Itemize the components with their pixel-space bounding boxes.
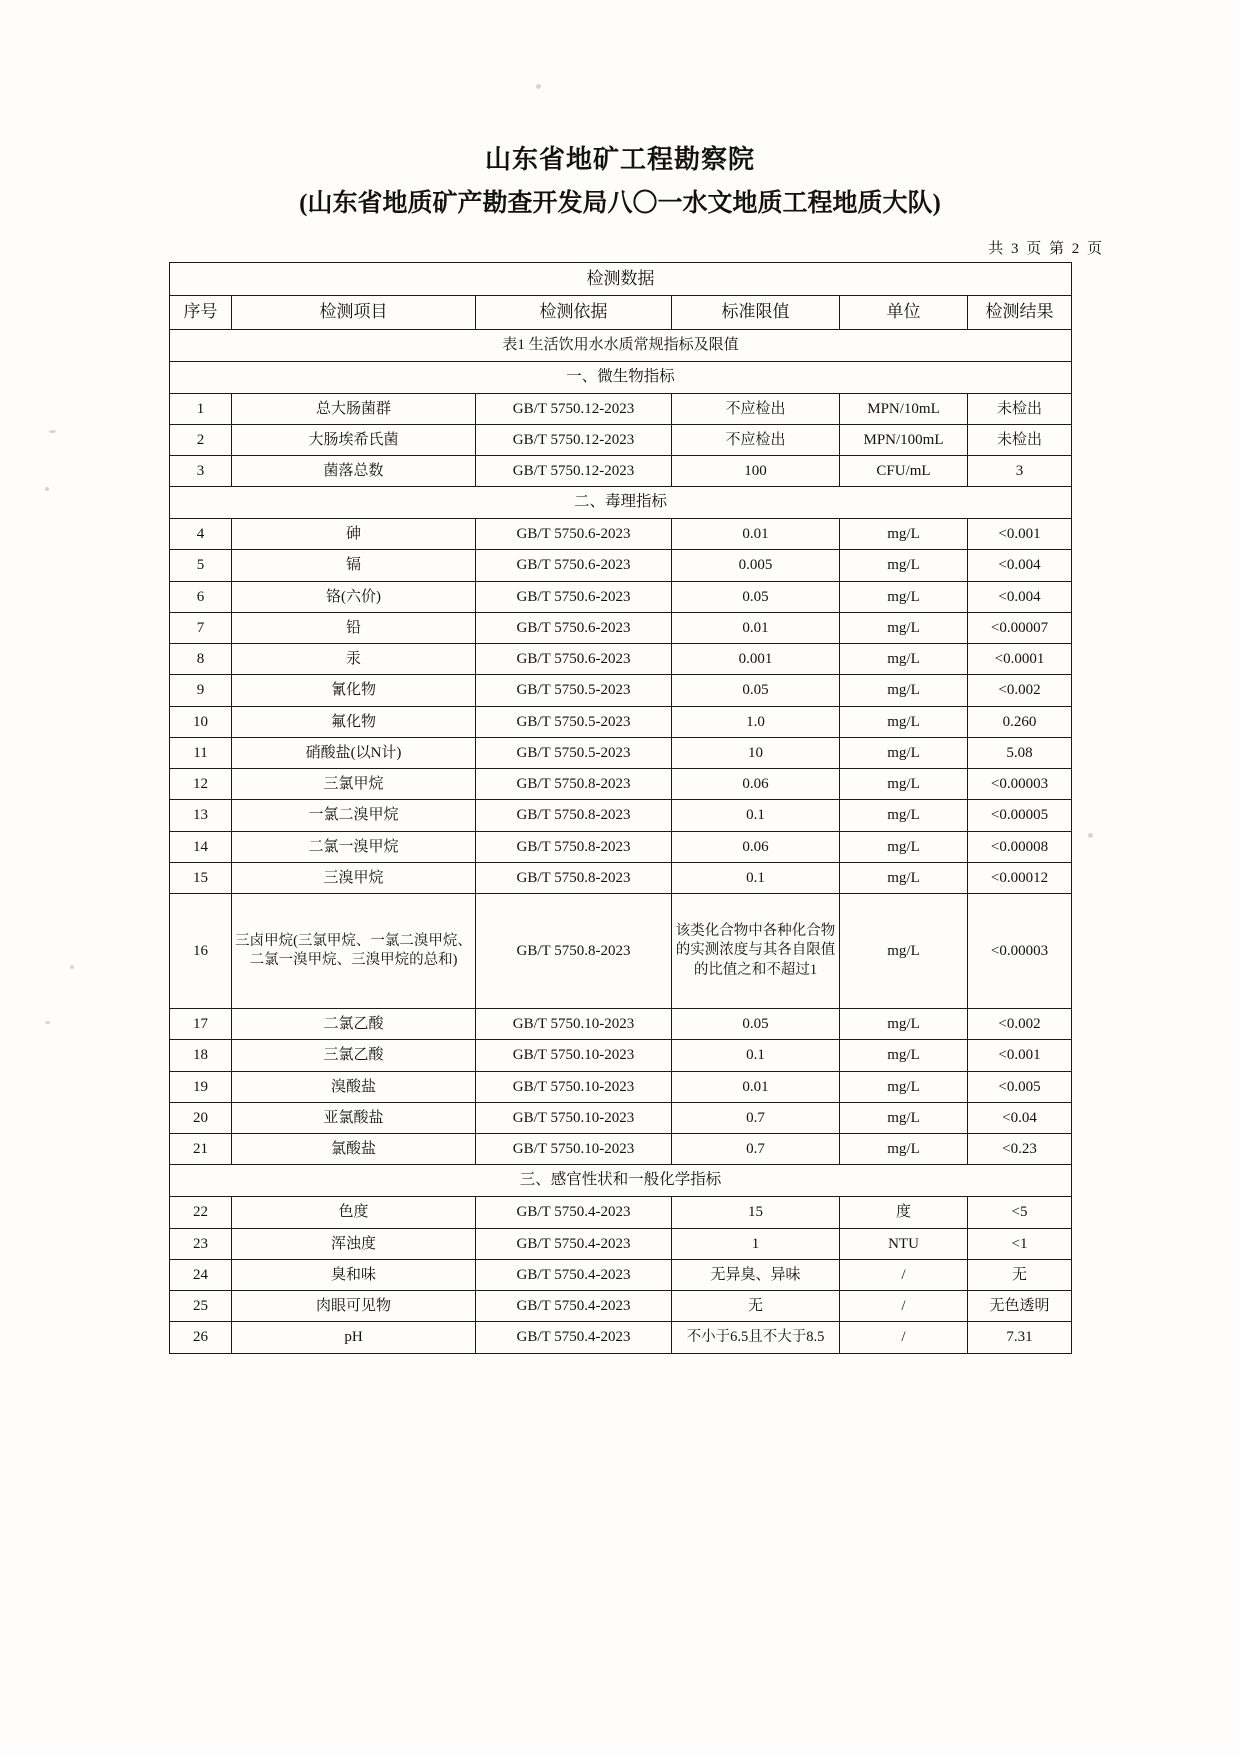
cell-limit: 0.05	[672, 675, 840, 706]
subsection-row-sensory	[170, 1165, 1072, 1197]
cell-standard: GB/T 5750.8-2023	[476, 894, 672, 1009]
column-header-item: 检测项目	[232, 296, 476, 330]
cell-result: 无	[968, 1259, 1072, 1290]
table-row	[170, 1322, 1072, 1353]
cell-limit: 该类化合物中各种化合物的实测浓度与其各自限值的比值之和不超过1	[672, 894, 840, 1009]
column-header-limit: 标准限值	[672, 296, 840, 330]
organization-title: 山东省地矿工程勘察院	[484, 145, 755, 174]
section-title-row	[170, 330, 1072, 361]
detection-data-table	[169, 262, 1072, 1354]
cell-result: <0.00003	[968, 769, 1072, 800]
cell-standard: GB/T 5750.12-2023	[476, 393, 672, 424]
table-row-trihalomethanes	[170, 894, 1072, 1009]
cell-no: 11	[170, 737, 232, 768]
page-count: 共 3 页 第 2 页	[988, 240, 1104, 257]
section-title: 表1 生活饮用水水质常规指标及限值	[170, 330, 1072, 361]
cell-limit: 0.05	[672, 1009, 840, 1040]
cell-item: 镉	[232, 550, 476, 581]
cell-no: 25	[170, 1291, 232, 1322]
table-row	[170, 1291, 1072, 1322]
cell-item: 菌落总数	[232, 456, 476, 487]
cell-result: 未检出	[968, 393, 1072, 424]
cell-standard: GB/T 5750.10-2023	[476, 1134, 672, 1165]
cell-no: 2	[170, 424, 232, 455]
cell-unit: mg/L	[840, 550, 968, 581]
cell-item: 总大肠菌群	[232, 393, 476, 424]
cell-result: <0.00003	[968, 894, 1072, 1009]
cell-standard: GB/T 5750.6-2023	[476, 581, 672, 612]
cell-no: 4	[170, 519, 232, 550]
cell-unit: /	[840, 1291, 968, 1322]
cell-item: 肉眼可见物	[232, 1291, 476, 1322]
table-row	[170, 1040, 1072, 1071]
cell-unit: mg/L	[840, 519, 968, 550]
cell-item: 铅	[232, 612, 476, 643]
cell-result: 0.260	[968, 706, 1072, 737]
cell-standard: GB/T 5750.12-2023	[476, 424, 672, 455]
cell-result: 无色透明	[968, 1291, 1072, 1322]
subsection-row-toxicology	[170, 487, 1072, 519]
subsection-label: 三、感官性状和一般化学指标	[170, 1165, 1072, 1197]
cell-unit: mg/L	[840, 737, 968, 768]
cell-limit: 0.7	[672, 1102, 840, 1133]
cell-item: 二氯乙酸	[232, 1009, 476, 1040]
cell-standard: GB/T 5750.4-2023	[476, 1259, 672, 1290]
table-row	[170, 550, 1072, 581]
cell-result: <1	[968, 1228, 1072, 1259]
cell-limit: 0.06	[672, 769, 840, 800]
report-table-wrapper	[169, 262, 1071, 1354]
cell-limit: 0.001	[672, 644, 840, 675]
cell-limit: 0.01	[672, 612, 840, 643]
cell-standard: GB/T 5750.8-2023	[476, 862, 672, 893]
document-header	[0, 0, 1240, 223]
cell-unit: MPN/100mL	[840, 424, 968, 455]
cell-standard: GB/T 5750.6-2023	[476, 519, 672, 550]
cell-no: 7	[170, 612, 232, 643]
cell-standard: GB/T 5750.6-2023	[476, 644, 672, 675]
cell-standard: GB/T 5750.4-2023	[476, 1291, 672, 1322]
cell-no: 10	[170, 706, 232, 737]
cell-item: 氟化物	[232, 706, 476, 737]
cell-standard: GB/T 5750.4-2023	[476, 1322, 672, 1353]
cell-no: 15	[170, 862, 232, 893]
cell-unit: mg/L	[840, 862, 968, 893]
table-row	[170, 644, 1072, 675]
cell-item: 氯酸盐	[232, 1134, 476, 1165]
cell-limit: 无	[672, 1291, 840, 1322]
cell-result: <5	[968, 1197, 1072, 1228]
cell-standard: GB/T 5750.4-2023	[476, 1197, 672, 1228]
table-caption: 检测数据	[170, 262, 1072, 296]
cell-item: pH	[232, 1322, 476, 1353]
cell-standard: GB/T 5750.10-2023	[476, 1040, 672, 1071]
cell-no: 6	[170, 581, 232, 612]
cell-item: 一氯二溴甲烷	[232, 800, 476, 831]
table-row	[170, 1134, 1072, 1165]
cell-no: 23	[170, 1228, 232, 1259]
cell-item: 浑浊度	[232, 1228, 476, 1259]
cell-item: 汞	[232, 644, 476, 675]
cell-result: <0.23	[968, 1134, 1072, 1165]
cell-standard: GB/T 5750.8-2023	[476, 769, 672, 800]
cell-unit: mg/L	[840, 1071, 968, 1102]
cell-no: 24	[170, 1259, 232, 1290]
subsection-label: 一、微生物指标	[170, 361, 1072, 393]
cell-unit: /	[840, 1322, 968, 1353]
cell-no: 17	[170, 1009, 232, 1040]
cell-limit: 不应检出	[672, 424, 840, 455]
cell-unit: mg/L	[840, 894, 968, 1009]
cell-standard: GB/T 5750.8-2023	[476, 800, 672, 831]
table-row	[170, 862, 1072, 893]
cell-standard: GB/T 5750.10-2023	[476, 1102, 672, 1133]
cell-limit: 10	[672, 737, 840, 768]
table-header-row	[170, 296, 1072, 330]
cell-limit: 15	[672, 1197, 840, 1228]
cell-result: <0.002	[968, 1009, 1072, 1040]
table-row	[170, 769, 1072, 800]
cell-item: 亚氯酸盐	[232, 1102, 476, 1133]
cell-standard: GB/T 5750.5-2023	[476, 675, 672, 706]
table-caption-row	[170, 262, 1072, 296]
cell-limit: 0.7	[672, 1134, 840, 1165]
column-header-result: 检测结果	[968, 296, 1072, 330]
cell-standard: GB/T 5750.10-2023	[476, 1009, 672, 1040]
cell-standard: GB/T 5750.5-2023	[476, 737, 672, 768]
cell-no: 20	[170, 1102, 232, 1133]
cell-no: 9	[170, 675, 232, 706]
cell-limit: 0.1	[672, 862, 840, 893]
cell-unit: mg/L	[840, 769, 968, 800]
table-row	[170, 1197, 1072, 1228]
table-row	[170, 393, 1072, 424]
cell-limit: 不小于6.5且不大于8.5	[672, 1322, 840, 1353]
cell-standard: GB/T 5750.6-2023	[476, 612, 672, 643]
cell-limit: 1	[672, 1228, 840, 1259]
cell-item: 硝酸盐(以N计)	[232, 737, 476, 768]
table-row	[170, 1071, 1072, 1102]
cell-result: 3	[968, 456, 1072, 487]
cell-standard: GB/T 5750.6-2023	[476, 550, 672, 581]
column-header-no: 序号	[170, 296, 232, 330]
cell-unit: mg/L	[840, 831, 968, 862]
cell-limit: 无异臭、异味	[672, 1259, 840, 1290]
cell-unit: /	[840, 1259, 968, 1290]
cell-unit: mg/L	[840, 612, 968, 643]
cell-unit: 度	[840, 1197, 968, 1228]
cell-limit: 0.06	[672, 831, 840, 862]
cell-item: 臭和味	[232, 1259, 476, 1290]
cell-limit: 0.1	[672, 1040, 840, 1071]
cell-no: 21	[170, 1134, 232, 1165]
cell-limit: 1.0	[672, 706, 840, 737]
cell-no: 13	[170, 800, 232, 831]
cell-item: 氰化物	[232, 675, 476, 706]
cell-result: <0.005	[968, 1071, 1072, 1102]
cell-result: <0.004	[968, 550, 1072, 581]
cell-item: 铬(六价)	[232, 581, 476, 612]
cell-unit: CFU/mL	[840, 456, 968, 487]
cell-item: 二氯一溴甲烷	[232, 831, 476, 862]
cell-standard: GB/T 5750.5-2023	[476, 706, 672, 737]
cell-item: 溴酸盐	[232, 1071, 476, 1102]
table-row	[170, 737, 1072, 768]
cell-limit: 0.005	[672, 550, 840, 581]
cell-unit: mg/L	[840, 675, 968, 706]
cell-result: <0.00007	[968, 612, 1072, 643]
cell-limit: 不应检出	[672, 393, 840, 424]
cell-result: <0.002	[968, 675, 1072, 706]
cell-item: 三氯甲烷	[232, 769, 476, 800]
cell-no: 8	[170, 644, 232, 675]
cell-no: 26	[170, 1322, 232, 1353]
cell-unit: mg/L	[840, 1009, 968, 1040]
cell-result: <0.00005	[968, 800, 1072, 831]
cell-no: 5	[170, 550, 232, 581]
table-row	[170, 831, 1072, 862]
table-row	[170, 456, 1072, 487]
cell-result: <0.0001	[968, 644, 1072, 675]
column-header-unit: 单位	[840, 296, 968, 330]
cell-unit: mg/L	[840, 1040, 968, 1071]
cell-no: 3	[170, 456, 232, 487]
cell-standard: GB/T 5750.8-2023	[476, 831, 672, 862]
cell-result: 未检出	[968, 424, 1072, 455]
cell-result: <0.04	[968, 1102, 1072, 1133]
cell-limit: 0.01	[672, 1071, 840, 1102]
subsection-label: 二、毒理指标	[170, 487, 1072, 519]
cell-result: <0.00012	[968, 862, 1072, 893]
table-row	[170, 1009, 1072, 1040]
table-row	[170, 675, 1072, 706]
cell-result: 5.08	[968, 737, 1072, 768]
table-row	[170, 800, 1072, 831]
table-row	[170, 706, 1072, 737]
table-row	[170, 581, 1072, 612]
cell-result: 7.31	[968, 1322, 1072, 1353]
cell-result: <0.004	[968, 581, 1072, 612]
table-row	[170, 612, 1072, 643]
column-header-standard: 检测依据	[476, 296, 672, 330]
cell-unit: mg/L	[840, 800, 968, 831]
cell-item: 色度	[232, 1197, 476, 1228]
cell-result: <0.001	[968, 519, 1072, 550]
cell-item: 三溴甲烷	[232, 862, 476, 893]
cell-no: 1	[170, 393, 232, 424]
cell-unit: mg/L	[840, 1134, 968, 1165]
cell-unit: NTU	[840, 1228, 968, 1259]
cell-unit: mg/L	[840, 1102, 968, 1133]
cell-no: 12	[170, 769, 232, 800]
cell-unit: mg/L	[840, 706, 968, 737]
cell-no: 14	[170, 831, 232, 862]
cell-limit: 0.1	[672, 800, 840, 831]
cell-no: 22	[170, 1197, 232, 1228]
cell-limit: 100	[672, 456, 840, 487]
cell-unit: MPN/10mL	[840, 393, 968, 424]
cell-standard: GB/T 5750.12-2023	[476, 456, 672, 487]
cell-unit: mg/L	[840, 644, 968, 675]
subsection-row-microbiology	[170, 361, 1072, 393]
cell-no: 19	[170, 1071, 232, 1102]
table-row	[170, 1259, 1072, 1290]
cell-limit: 0.05	[672, 581, 840, 612]
cell-unit: mg/L	[840, 581, 968, 612]
table-row	[170, 1228, 1072, 1259]
cell-no: 18	[170, 1040, 232, 1071]
cell-item: 大肠埃希氏菌	[232, 424, 476, 455]
cell-item: 砷	[232, 519, 476, 550]
table-row	[170, 424, 1072, 455]
organization-subtitle: (山东省地质矿产勘查开发局八〇一水文地质工程地质大队)	[299, 190, 941, 217]
cell-item: 三氯乙酸	[232, 1040, 476, 1071]
cell-standard: GB/T 5750.4-2023	[476, 1228, 672, 1259]
table-row	[170, 1102, 1072, 1133]
cell-standard: GB/T 5750.10-2023	[476, 1071, 672, 1102]
table-row	[170, 519, 1072, 550]
cell-item: 三卤甲烷(三氯甲烷、一氯二溴甲烷、二氯一溴甲烷、三溴甲烷的总和)	[232, 894, 476, 1009]
cell-result: <0.001	[968, 1040, 1072, 1071]
cell-limit: 0.01	[672, 519, 840, 550]
cell-no: 16	[170, 894, 232, 1009]
cell-result: <0.00008	[968, 831, 1072, 862]
